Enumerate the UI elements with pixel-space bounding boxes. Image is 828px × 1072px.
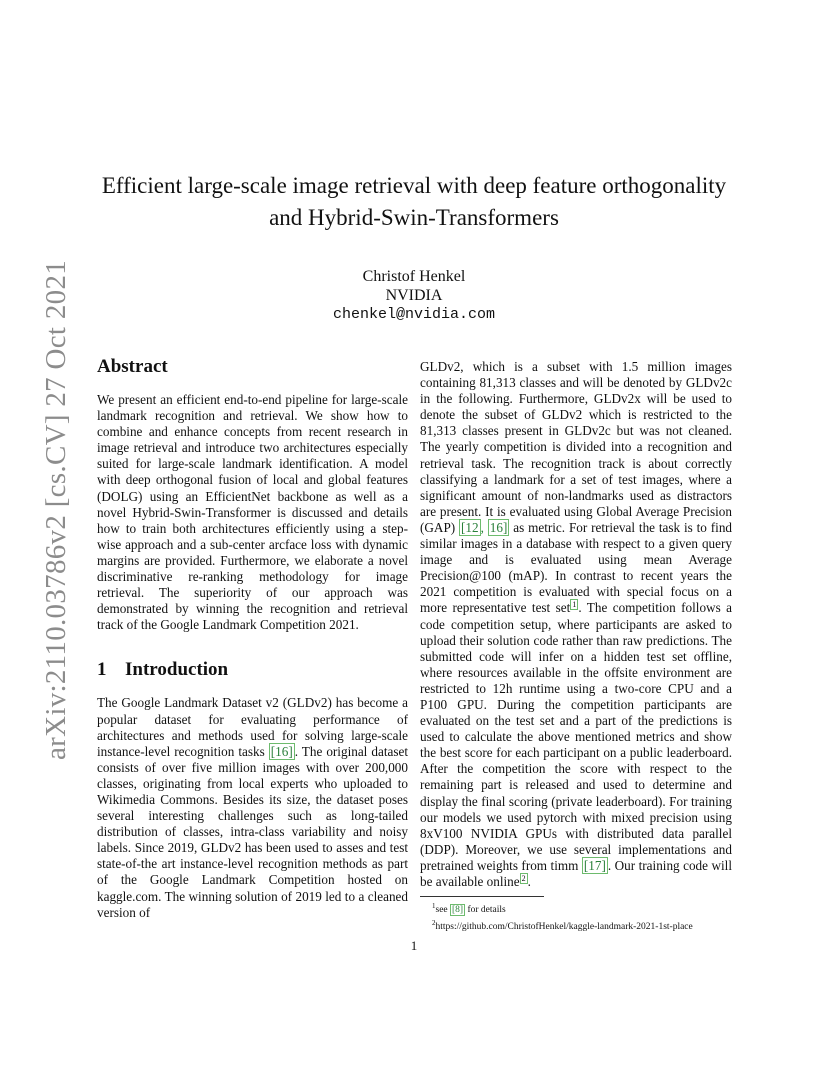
citation-separator: , [480,519,488,535]
citation-12[interactable]: [12 [461,519,479,535]
right-text-part: . The competition follows a code competition setup, where participants are asked to upload their solution code rather than raw predictions. The submitted code will infer on a hidden test set offline, where resources available in the offsite environment are restricted to 12h runtime using a two-core CPU and a P100 GPU. During the competition participants are evaluated on the test set and a part of the predictions is used to calculate the above mentioned metrics and show the best score for each participant on a public leaderboard. After the competition the score with respect to the remaining part is released and used to determine and display the final scoring (private leaderboard). For training our models we used pytorch with mixed precision using 8xV100 NVIDIA GPUs with distributed data parallel (DDP). Moreover, we use several implementations and pretrained weights from timm [420,600,732,873]
footnote-2-link[interactable]: 2 [521,873,526,883]
author-affiliation: NVIDIA [385,287,443,304]
footnote-number: 2 [432,918,436,927]
right-text-part: . Our training code will be available online [420,857,732,889]
footnote-1-link[interactable]: 1 [572,600,577,610]
citation-link[interactable]: [8] [452,905,464,916]
right-text-part: as metric. For retrieval the task is to find similar images in a database with respect to a given query image and is evaluated using mean Average Precision@100 (mAP). In contrast to recent years the 2021 competition is evaluated with special focus on a more representative test set [420,519,733,616]
citation-link[interactable] [459,519,509,536]
introduction-heading [97,659,408,681]
arxiv-identifier-sidebar [20,259,72,760]
citation-link[interactable]: [17] [583,857,606,873]
right-column [420,359,732,933]
intro-text-part: The Google Landmark Dataset v2 (GLDv2) has become a popular dataset for evaluating performance of architectures and methods used for solving large-scale instance-level recognition tasks [97,695,408,759]
author-email: chenkel@nvidia.com [332,306,496,323]
section-number: 1 [97,659,107,681]
title-line-1: Efficient large-scale image retrieval with deep feature orthogonality [101,173,727,198]
right-text-part: GLDv2, which is a subset with 1.5 million images containing 81,313 classes and will be denoted by GLDv2c in the following. Furthermore, GLDv2x will be used to denote the subset of GLDv2 which is restricted to the 81,313 classes present in GLDv2c but was not cleaned. The yearly competition is divided into a recognition and retrieval task. The recognition track is about correctly classifying a landmark for a set of test images, where a significant amount of non-landmarks used as distractors are present. It is evaluated using Global Average Precision (GAP) [420,359,732,535]
footnote-divider [420,896,544,897]
footnote-number: 1 [432,902,436,911]
left-column [97,356,408,921]
page-number: 1 [410,938,418,953]
footnote-url[interactable]: https://github.com/ChristofHenkel/kaggle-landmark-2021-1st-place [435,921,693,932]
title-line-2: and Hybrid-Swin-Transformers [269,205,559,230]
footnote-text: for details [465,905,506,916]
author-block [214,267,614,324]
citation-link[interactable]: [16] [270,743,293,759]
section-title: Introduction [125,659,229,681]
right-text-part: . [527,874,531,889]
abstract-text: We present an efficient end-to-end pipeline for large-scale landmark recognition and retrieval. We show how to combine and enhance concepts from recent research in image retrieval and introduce two architectures especially suited for large-scale landmark identification. A model with deep orthogonal fusion of local and global features (DOLG) using an EfficientNet backbone as well as a novel Hybrid-Swin-Transformer is discussed and details how to train both architectures efficiently using a step-wise approach and a sub-center arcface loss with dynamic margins are provided. Furthermore, we elaborate a novel discriminative re-ranking methodology for image retrieval. The superiority of our approach was demonstrated by winning the recognition and retrieval track of the Google Landmark Competition 2021. [97,392,408,633]
arxiv-identifier: arXiv:2110.03786v2 [cs.CV] 27 Oct 2021 [40,259,72,760]
footnote-2 [420,917,732,934]
footnote-text: see [435,905,451,916]
right-paragraph [420,359,732,890]
intro-text-part: . The original dataset consists of over five million images with over 200,000 classes, originating from local experts who uploaded to Wikimedia Commons. Besides its size, the dataset poses several interesting challenges such as long-tailed distribution of classes, intra-class variability and noisy labels. Since 2019, GLDv2 has been used to asses and test state-of-the art instance-level recognition methods as part of the Google Landmark Competition hosted on kaggle.com. The winning solution of 2019 led to a cleaned version of [97,743,408,920]
paper-title [60,170,768,234]
author-name: Christof Henkel [362,268,466,285]
intro-paragraph [97,695,408,920]
abstract-heading: Abstract [97,356,168,377]
citation-16[interactable]: 16] [489,519,508,535]
footnote-1 [420,900,732,917]
